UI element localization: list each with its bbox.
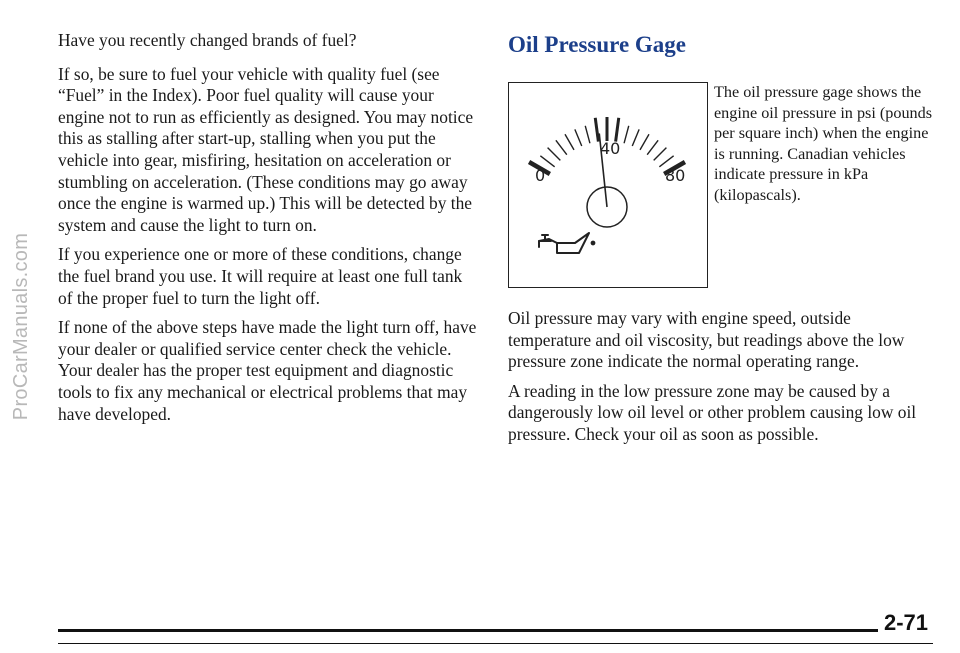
left-column xyxy=(58,30,478,433)
watermark xyxy=(2,0,42,653)
gauge-tick xyxy=(647,140,658,154)
page-number: 2-71 xyxy=(878,610,928,636)
gauge-tick xyxy=(556,140,567,154)
section-heading: Oil Pressure Gage xyxy=(508,32,687,57)
right-column xyxy=(508,30,933,454)
footer-rule xyxy=(58,629,928,632)
paragraph-fuel-quality: If so, be sure to fuel your vehicle with quality fuel (see “Fuel” in the Index). Poor fuel quality will cause your engine not to run as efficiently as designed. You may notice this as stalling after start-up, stalling when you put the vehicle into gear, misfiring, hesitation on acceleration or stumbling on acceleration. (These conditions may go away once the engine is warmed up.) This will be detected by the system and cause the light to turn on. xyxy=(58,63,474,235)
paragraph-variation: Oil pressure may vary with engine speed, outside temperature and oil viscosity, but readings above the low pressure zone indicate the normal operating range. xyxy=(508,308,905,372)
oil-can-icon xyxy=(539,233,594,253)
gauge-tick xyxy=(640,134,649,150)
paragraph-dealer: If none of the above steps have made the light turn off, have your dealer or qualified service center check the vehicle. Your dealer has the proper test equipment and diagnostic tools to fix any mechanical or electrical problems that may have developed. xyxy=(58,317,477,424)
gauge-description: The oil pressure gage shows the engine oil pressure in psi (pounds per square inch) when the engine is running. Canadian vehicles indicate pressure in kPa (kilopascals). xyxy=(714,83,933,204)
watermark-text: ProCarManuals.com xyxy=(10,232,33,421)
gauge-tick xyxy=(548,148,561,161)
gauge-tick xyxy=(632,129,639,146)
gauge-tick xyxy=(616,118,619,142)
gauge-tick xyxy=(595,118,598,142)
paragraph-question: Have you recently changed brands of fuel? xyxy=(58,30,357,50)
paragraph-low-reading: A reading in the low pressure zone may be caused by a dangerously low oil level or other problem causing low oil pressure. Check your oil as soon as possible. xyxy=(508,380,917,444)
gauge-tick xyxy=(624,126,629,143)
gauge-illustration xyxy=(509,83,707,287)
gauge-tick xyxy=(585,126,590,143)
gauge-figure xyxy=(508,82,933,296)
gauge-label-max: 80 xyxy=(665,166,686,185)
footer-rule-thin xyxy=(58,643,933,644)
paragraph-change-brand: If you experience one or more of these conditions, change the fuel brand you use. It will require at least one full tank of the proper fuel to turn the light off. xyxy=(58,244,463,308)
gauge-tick xyxy=(654,148,667,161)
gauge-tick xyxy=(575,129,582,146)
gauge-tick xyxy=(565,134,574,150)
oil-pressure-gauge xyxy=(508,82,708,288)
gauge-label-mid: 40 xyxy=(600,139,621,158)
gauge-label-min: 0 xyxy=(535,166,546,185)
